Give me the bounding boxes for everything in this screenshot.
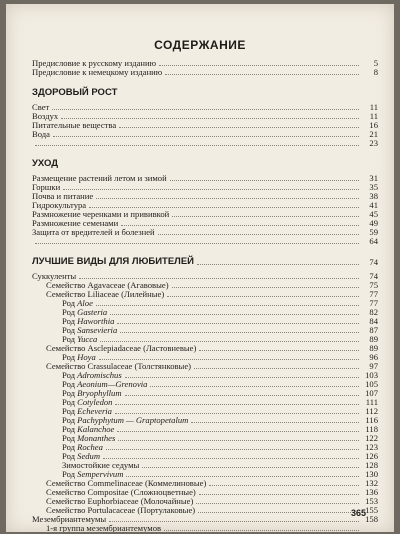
dot-leader	[172, 216, 359, 217]
toc-entry-label: Размещение растений летом и зимой	[32, 173, 167, 183]
toc-page-number: 153	[365, 496, 378, 506]
genus-name: Echeveria	[77, 406, 112, 416]
toc-entry-label: Воздух	[32, 111, 59, 121]
toc-entry	[32, 121, 378, 130]
rank-prefix: Род	[62, 334, 78, 344]
rank-prefix: Род	[62, 370, 78, 380]
toc-entry-label: Семейство Compositae (Сложноцветные)	[46, 487, 196, 497]
dot-leader	[164, 530, 359, 531]
dot-leader	[125, 377, 359, 378]
dot-leader	[89, 207, 359, 208]
toc-page-number: 155	[365, 505, 378, 515]
toc-page-number: 77	[369, 298, 378, 308]
dot-leader	[158, 234, 359, 235]
genus-name: Hoya	[77, 352, 96, 362]
dot-leader	[52, 109, 359, 110]
dot-leader	[194, 368, 359, 369]
dot-leader	[109, 521, 359, 522]
toc-entry-label: Свет	[32, 102, 50, 112]
toc-page-number: 5	[373, 58, 378, 68]
toc-page-number: 111	[365, 397, 378, 407]
toc-page-number: 11	[369, 102, 378, 112]
toc-entry-label: Предисловие к русскому изданию	[32, 58, 157, 68]
toc-entry	[32, 139, 378, 148]
toc-entry	[32, 130, 378, 139]
toc-page-number: 89	[369, 334, 378, 344]
dot-leader	[53, 136, 359, 137]
dot-leader	[121, 225, 359, 226]
dot-leader	[100, 341, 359, 342]
toc-page-number: 128	[365, 460, 378, 470]
genus-name: Sansevieria	[77, 325, 118, 335]
section-title: УХОД	[32, 158, 59, 169]
genus-name: Cotyledon	[77, 397, 113, 407]
dot-leader	[35, 243, 359, 244]
dot-leader	[115, 404, 359, 405]
genus-name: Gasteria	[77, 307, 108, 317]
genus-name: Haworthia	[77, 316, 115, 326]
toc-page-number: 49	[369, 218, 378, 228]
dot-leader	[99, 359, 359, 360]
rank-prefix: Род	[62, 469, 78, 479]
toc-page-number: 105	[365, 379, 378, 389]
dot-leader	[159, 65, 359, 66]
dot-leader	[199, 494, 359, 495]
dot-leader	[125, 395, 359, 396]
toc-page-number: 112	[365, 406, 378, 416]
dot-leader	[96, 198, 359, 199]
toc-page-number: 84	[369, 316, 378, 326]
toc-page-number: 77	[369, 289, 378, 299]
rank-prefix: Род	[62, 397, 78, 407]
toc-page-number: 103	[365, 370, 378, 380]
dot-leader	[35, 145, 359, 146]
toc-entry-label: Семейство Agavaceae (Агавовые)	[46, 280, 169, 290]
rank-prefix: Род	[62, 325, 78, 335]
dot-leader	[106, 449, 359, 450]
toc-page-number: 74	[369, 271, 378, 281]
dot-leader	[167, 296, 359, 297]
rank-prefix: Род	[62, 433, 78, 443]
toc-entry-label: Размножение черенками и прививкой	[32, 209, 170, 219]
rank-prefix: Род	[62, 451, 78, 461]
toc-entry	[32, 68, 378, 77]
dot-leader	[197, 264, 359, 265]
section-heading	[32, 158, 378, 170]
dot-leader	[150, 386, 359, 387]
toc-entry	[32, 524, 378, 532]
toc-page-number: 97	[369, 361, 378, 371]
rank-prefix: Род	[62, 379, 78, 389]
genus-name: Aloe	[77, 298, 93, 308]
dot-leader	[172, 287, 359, 288]
toc-page-number: 107	[365, 388, 378, 398]
toc-page-number: 89	[369, 343, 378, 353]
toc-entry-label: Семейство Portulacaceae (Портулаковые)	[46, 505, 196, 515]
toc-page-number: 16	[369, 120, 378, 130]
dot-leader	[117, 431, 359, 432]
toc-page-number: 136	[365, 487, 378, 497]
toc-entry	[32, 228, 378, 237]
rank-prefix: Род	[62, 415, 78, 425]
toc-entry-label: Питательные вещества	[32, 120, 117, 130]
toc-page-number: 38	[369, 191, 378, 201]
toc-page-number: 96	[369, 352, 378, 362]
dot-leader	[142, 467, 359, 468]
toc-entry-label: 1-я группа мезембриантемумов	[46, 523, 162, 532]
toc-entry-label: Горшки	[32, 182, 61, 192]
genus-name: Bryophyllum	[77, 388, 122, 398]
rank-prefix: Род	[62, 388, 78, 398]
dot-leader	[199, 350, 359, 351]
toc-page-number: 31	[369, 173, 378, 183]
toc-entry	[32, 237, 378, 246]
section-title: ЗДОРОВЫЙ РОСТ	[32, 87, 118, 98]
dot-leader	[115, 413, 359, 414]
toc-page-number: 118	[365, 424, 378, 434]
dot-leader	[198, 512, 359, 513]
book-page	[6, 4, 394, 532]
toc-page-number: 35	[369, 182, 378, 192]
genus-name: Kalanchoe	[77, 424, 115, 434]
section-heading	[32, 87, 378, 99]
toc-entry-label: Семейство Commelinaceae (Коммелиновые)	[46, 478, 207, 488]
toc-entry-label: Семейство Crassulaceae (Толстянковые)	[46, 361, 192, 371]
genus-name: Sedum	[77, 451, 101, 461]
toc-page-number: 59	[369, 227, 378, 237]
dot-leader	[110, 314, 359, 315]
rank-prefix: Род	[62, 298, 78, 308]
table-of-contents	[32, 59, 378, 532]
rank-prefix: Род	[62, 316, 78, 326]
dot-leader	[117, 323, 359, 324]
rank-prefix: Род	[62, 442, 78, 452]
dot-leader	[196, 503, 359, 504]
toc-page-number: 75	[369, 280, 378, 290]
dot-leader	[209, 485, 359, 486]
genus-name: Sempervivum	[77, 469, 124, 479]
rank-prefix: Род	[62, 424, 78, 434]
toc-page-number: 132	[365, 478, 378, 488]
toc-page-number: 158	[365, 514, 378, 524]
toc-page-number: 64	[369, 236, 378, 246]
toc-entry-label: Гидрокультура	[32, 200, 87, 210]
toc-page-number: 87	[369, 325, 378, 335]
toc-entry-label: Предисловие к немецкому изданию	[32, 67, 163, 77]
genus-name: Monanthes	[77, 433, 116, 443]
toc-entry	[32, 174, 378, 183]
toc-page-number: 82	[369, 307, 378, 317]
page-number: 365	[350, 508, 366, 518]
toc-entry-label: Вода	[32, 129, 50, 139]
toc-entry-label: Размножение семенами	[32, 218, 119, 228]
rank-prefix: Род	[62, 352, 78, 362]
toc-page-number: 130	[365, 469, 378, 479]
toc-entry-label: Семейство Liliaceae (Лилейные)	[46, 289, 165, 299]
toc-page-number: 123	[365, 442, 378, 452]
page-title: СОДЕРЖАНИЕ	[154, 38, 246, 52]
toc-page-number: 45	[369, 209, 378, 219]
toc-page-number: 23	[369, 138, 378, 148]
section-heading	[32, 256, 378, 268]
toc-page-number: 11	[369, 111, 378, 121]
genus-name: Rochea	[77, 442, 103, 452]
rank-prefix: Род	[62, 307, 78, 317]
toc-entry	[32, 103, 378, 112]
toc-page-number: 21	[369, 129, 378, 139]
dot-leader	[191, 422, 359, 423]
genus-name: Yucca	[77, 334, 98, 344]
toc-page-number: 41	[369, 200, 378, 210]
genus-name: Pachyphytum — Graptopetalum	[77, 415, 189, 425]
genus-name: Adromischus	[77, 370, 122, 380]
rank-prefix: Род	[62, 406, 78, 416]
toc-entry-label: Почва и питание	[32, 191, 94, 201]
dot-leader	[63, 189, 359, 190]
toc-entry-label: Семейство Asclepiadaceae (Ластовневые)	[46, 343, 197, 353]
genus-name: Aeonium—Grenovia	[77, 379, 148, 389]
dot-leader	[118, 440, 359, 441]
toc-entry-label: Зимостойкие седумы	[62, 460, 140, 470]
dot-leader	[61, 118, 359, 119]
toc-entry-label: Семейство Euphorbiaceae (Молочайные)	[46, 496, 194, 506]
dot-leader	[119, 127, 359, 128]
toc-entry-label: Защита от вредителей и болезней	[32, 227, 155, 237]
toc-entry-label: Мезембриантемумы	[32, 514, 107, 524]
dot-leader	[170, 180, 359, 181]
dot-leader	[126, 476, 359, 477]
dot-leader	[79, 278, 359, 279]
section-title: ЛУЧШИЕ ВИДЫ ДЛЯ ЛЮБИТЕЛЕЙ	[32, 256, 194, 267]
section-page-number: 74	[369, 257, 378, 267]
toc-page-number: 122	[365, 433, 378, 443]
dot-leader	[165, 74, 359, 75]
toc-page-number: 8	[373, 67, 378, 77]
toc-entry-label: Суккуленты	[32, 271, 77, 281]
dot-leader	[96, 305, 359, 306]
dot-leader	[120, 332, 359, 333]
toc-page-number: 116	[365, 415, 378, 425]
toc-page-number: 126	[365, 451, 378, 461]
dot-leader	[103, 458, 359, 459]
